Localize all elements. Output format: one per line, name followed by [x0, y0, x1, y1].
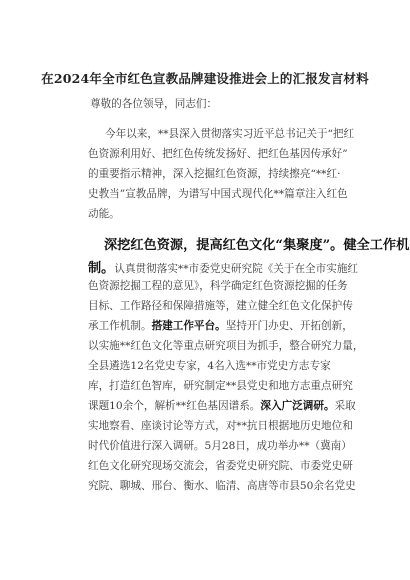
section-line: 全县遴选12名党史专家，4名入选**市党史方志专家	[88, 360, 331, 372]
section-line: 时代价值进行深入调研。5月28日，成功举办**（冀南）	[88, 440, 352, 452]
section-line: 色资源挖掘工程的意见》，科学确定红色资源挖掘的任务	[88, 280, 348, 292]
subheading-mechanism: 制。	[88, 261, 115, 276]
section-heading-text: 深挖红色资源，提高红色文化“集聚度”。健全工作机	[104, 238, 410, 253]
section-line: 实地察看、座谈讨论等方式，对**抗日根据地历史地位和	[88, 420, 353, 432]
subheading-platform: 搭建工作平台。	[151, 320, 226, 332]
section-text: 认真贯彻落实**市委党史研究院《关于在全市实施红	[114, 263, 359, 275]
section-heading	[104, 234, 409, 253]
section-line: 红色文化研究现场交流会，省委党史研究院、市委党史研	[88, 460, 353, 472]
section-text: 坚持开门办史、开拓创新，	[225, 320, 353, 332]
section-line: 究院、聊城、邢台、衡水、临清、高唐等市县50余名党史	[88, 480, 356, 492]
section-line: 以实施**红色文化等重点研究项目为抓手，整合研究力量，	[88, 340, 364, 352]
section-line	[88, 257, 358, 276]
paragraph-line: 的重要指示精神，深入挖掘红色资源，持续擦亮“**红·	[88, 168, 341, 180]
subheading-research: 深入广泛调研。	[260, 400, 335, 412]
paragraph-line: 色资源利用好、把红色传统发扬好、把红色基因传承好”	[88, 148, 348, 160]
greeting: 尊敬的各位领导，同志们：	[90, 98, 218, 110]
section-line	[88, 398, 356, 413]
paragraph-line: 史教当”宣教品牌，为谱写中国式现代化**篇章注入红色	[88, 188, 348, 200]
section-line	[88, 318, 353, 333]
section-text: 采取	[334, 400, 356, 412]
section-line: 库，打造红色智库，研究制定**县党史和地方志重点研究	[88, 380, 353, 392]
document-title: 在2024年全市红色宣教品牌建设推进会上的汇报发言材料	[41, 71, 369, 86]
paragraph-line: 今年以来，**县深入贯彻落实习近平总书记关于“把红	[105, 128, 355, 140]
section-text: 课题10余个，解析**红色基因谱系。	[88, 400, 261, 412]
section-text: 承工作机制。	[88, 320, 152, 332]
paragraph-line: 动能。	[88, 208, 120, 220]
section-line: 目标、工作路径和保障措施等，建立健全红色文化保护传	[88, 300, 353, 312]
